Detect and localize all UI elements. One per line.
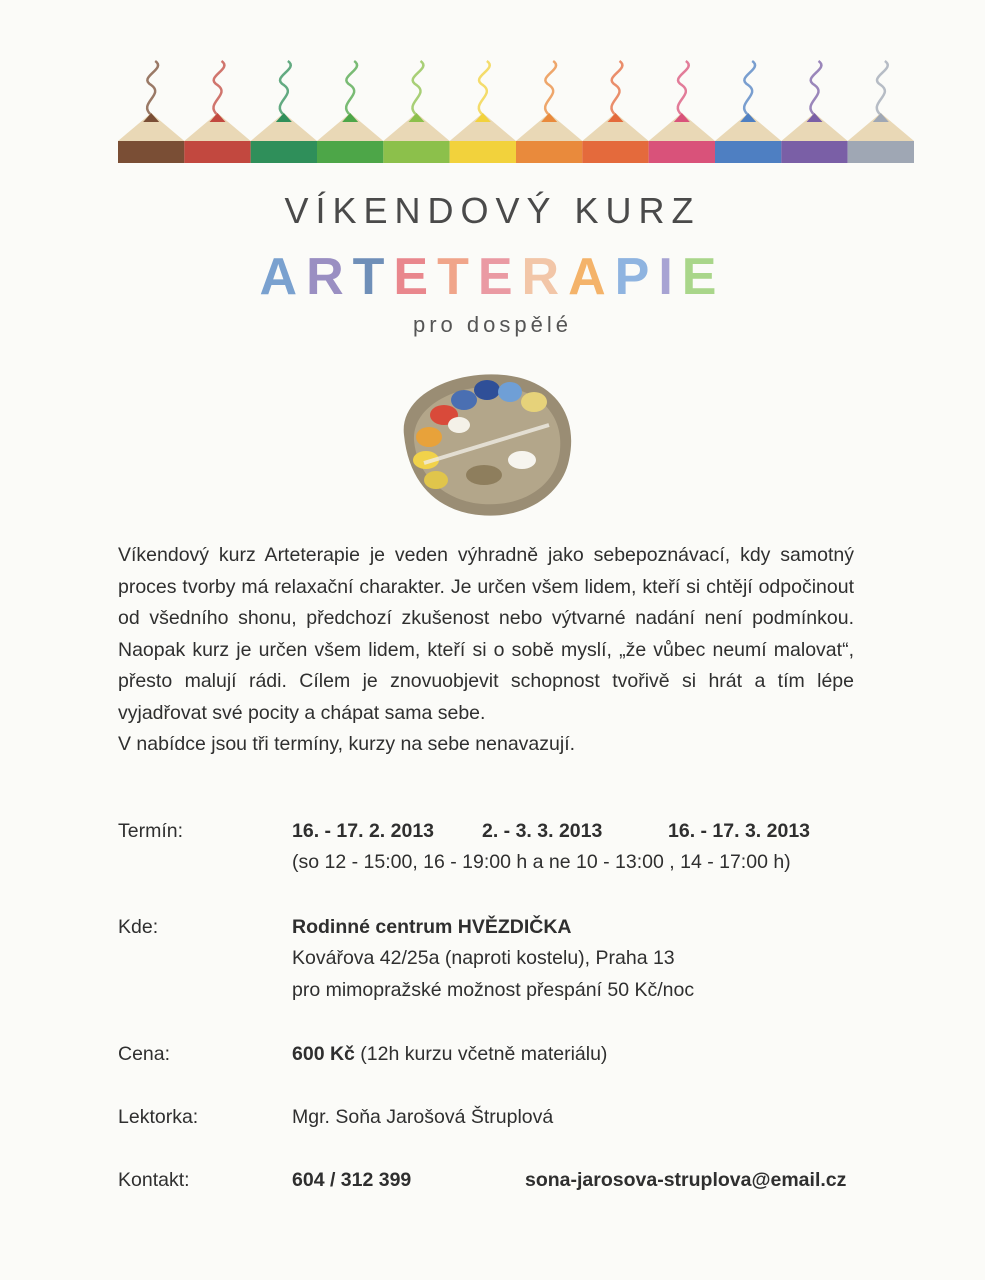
pencil (118, 61, 184, 163)
row-lektorka (118, 1102, 878, 1134)
price-note: (12h kurzu včetně materiálu) (354, 1043, 608, 1065)
title-letter: T (437, 248, 478, 306)
date-3: 16. - 17. 3. 2013 (668, 820, 811, 842)
label-termin: Termín: (118, 820, 184, 842)
label-kde: Kde: (118, 916, 159, 938)
title-weekend-course: VÍKENDOVÝ KURZ (284, 190, 701, 231)
contact-phone: 604 / 312 399 (292, 1169, 412, 1191)
pencil (781, 61, 847, 163)
pencil (383, 61, 449, 163)
pencil (649, 61, 715, 163)
pencil (450, 61, 516, 163)
pencil (184, 61, 250, 163)
intro-text (118, 540, 854, 761)
place-name: Rodinné centrum HVĚZDIČKA (292, 916, 572, 938)
label-lektorka: Lektorka: (118, 1106, 199, 1128)
title-letter: E (477, 248, 522, 306)
hours-text: (so 12 - 15:00, 16 - 19:00 h a ne 10 - 13:00 , 14 - 17:00 h) (292, 851, 791, 873)
subtitle-for-adults: pro dospělé (413, 312, 572, 337)
title-letter: R (306, 248, 353, 306)
label-kontakt: Kontakt: (118, 1169, 190, 1191)
pencil (848, 61, 914, 163)
title-letter: E (393, 248, 438, 306)
title-letter: A (568, 248, 615, 306)
intro-last-line: V nabídce jsou tři termíny, kurzy na sebe nenavazují. (118, 733, 576, 755)
title-letter: P (614, 248, 659, 306)
date-1: 16. - 17. 2. 2013 (292, 820, 435, 842)
pencil (516, 61, 582, 163)
row-cena (118, 1039, 878, 1071)
place-address: Kovářova 42/25a (naproti kostelu), Praha 13 (292, 947, 675, 969)
lecturer-name: Mgr. Soňa Jarošová Štruplová (292, 1106, 554, 1128)
row-kontakt (118, 1165, 878, 1197)
row-termin (118, 816, 878, 880)
title-letter: A (259, 248, 307, 306)
pencil (251, 61, 317, 163)
place-note: pro mimopražské možnost přespání 50 Kč/noc (292, 979, 695, 1001)
pencil (582, 61, 648, 163)
price-text (292, 1039, 852, 1071)
title-letter: R (521, 248, 569, 306)
title-letter: I (658, 248, 682, 306)
paint-palette-image (384, 365, 584, 525)
intro-paragraph: Víkendový kurz Arteterapie je veden výhradně jako sebepoznávací, kdy samotný proces tvorby má relaxační charakter. Je určen všem lidem, kteří si chtějí odpočinout od všedního shonu, předchozí zkušenost nebo výtvarné nadání není podmínkou. Naopak kurz je určen všem lidem, kteří si o sobě myslí, „že vůbec neumí malovat“, přesto malují rádi. Cílem je znovuobjevit schopnost tvořivě si hrát a tím lépe vyjadřovat své pocity a chápat sama sebe. (118, 544, 854, 724)
date-2: 2. - 3. 3. 2013 (482, 820, 603, 842)
dates-list (292, 816, 810, 848)
label-cena: Cena: (118, 1043, 171, 1065)
price-value: 600 Kč (292, 1043, 355, 1065)
row-kde (118, 912, 878, 1008)
pencil (715, 61, 781, 163)
title-letter: E (681, 248, 726, 306)
title-letter: T (352, 248, 394, 306)
colored-pencils-banner (118, 55, 914, 163)
title-arteterapie (0, 247, 985, 307)
pencil (317, 61, 383, 163)
contact-email[interactable]: sona-jarosova-struplova@email.cz (525, 1169, 847, 1191)
